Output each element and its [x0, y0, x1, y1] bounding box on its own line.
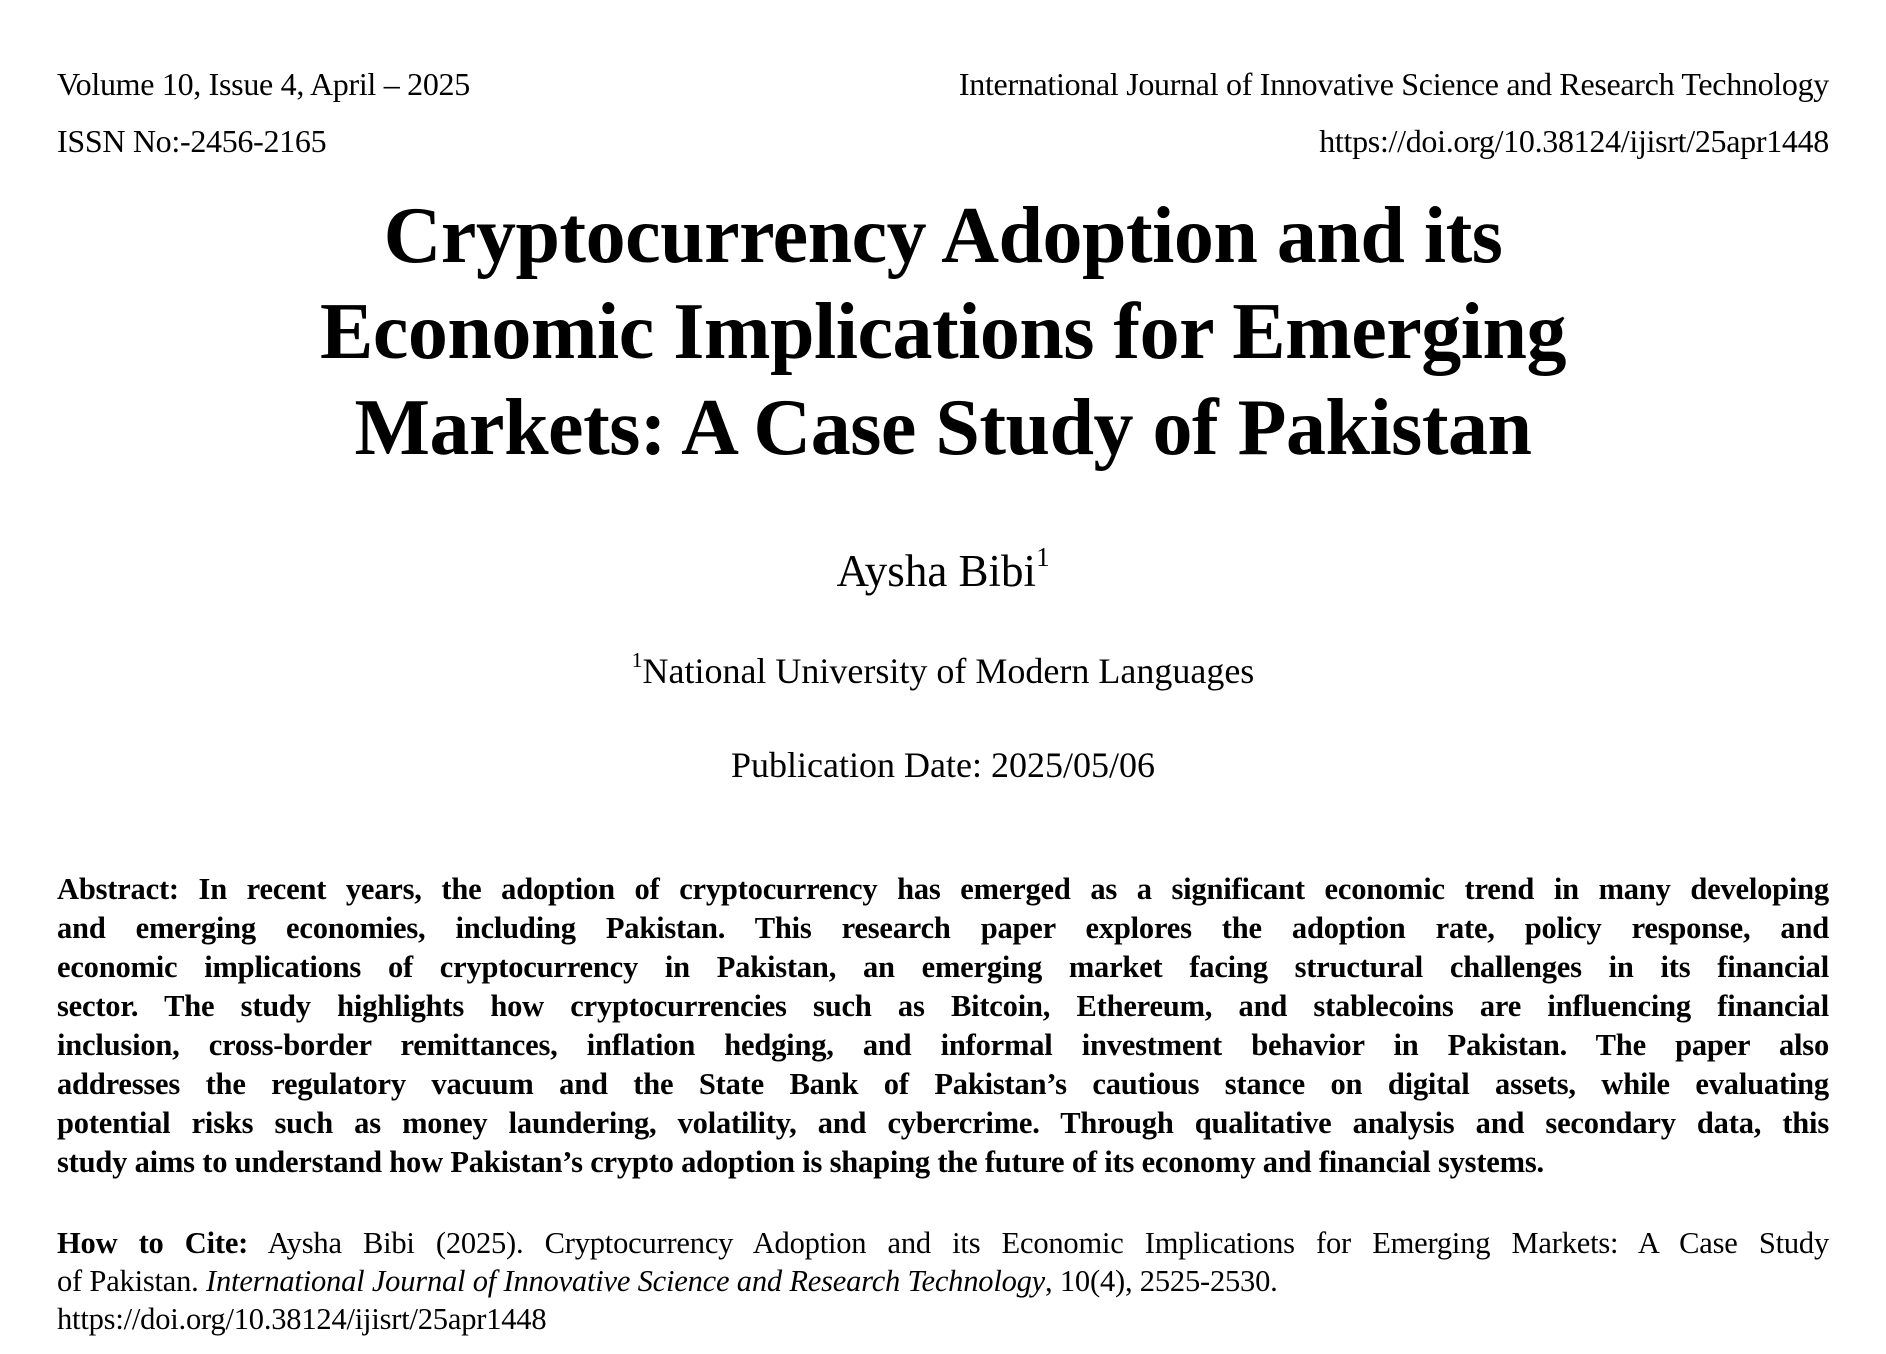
citation-prefix: of Pakistan. [57, 1264, 207, 1298]
how-to-cite [57, 1224, 1829, 1338]
citation-authors-title: Aysha Bibi (2025). Cryptocurrency Adoption and its Economic Implications for Emerging Markets: A Case Study [248, 1226, 1830, 1260]
citation-line-1 [57, 1224, 1829, 1262]
abstract-line: Abstract: In recent years, the adoption of cryptocurrency has emerged as a significant economic trend in many developing [57, 872, 1829, 906]
running-header-bottom [57, 123, 1829, 159]
citation-journal: International Journal of Innovative Science and Research Technology [206, 1264, 1046, 1298]
abstract-line: inclusion, cross-border remittances, inflation hedging, and informal investment behavior in Pakistan. The paper also [57, 1028, 1829, 1062]
citation-line-2 [57, 1262, 1829, 1300]
publication-date: Publication Date: 2025/05/06 [731, 745, 1155, 785]
abstract-line: economic implications of cryptocurrency in Pakistan, an emerging market facing structural challenges in its financial [57, 950, 1829, 984]
affiliation-marker: 1 [631, 647, 643, 672]
author-affiliation-marker: 1 [1036, 541, 1050, 572]
citation-doi-link[interactable]: https://doi.org/10.38124/ijisrt/25apr1448 [57, 1302, 547, 1336]
affiliation [0, 647, 1886, 697]
running-header-top [57, 66, 1829, 102]
abstract [57, 870, 1829, 1182]
title-line-2: Economic Implications for Emerging [320, 288, 1566, 376]
abstract-line: study aims to understand how Pakistan’s crypto adoption is shaping the future of its economy and financial systems. [57, 1145, 1544, 1179]
abstract-line: and emerging economies, including Pakistan. This research paper explores the adoption rate, policy response, and [57, 911, 1829, 945]
author [0, 541, 1886, 604]
abstract-line: potential risks such as money laundering, volatility, and cybercrime. Through qualitative analysis and secondary data, this [57, 1106, 1829, 1140]
header-doi-link[interactable]: https://doi.org/10.38124/ijisrt/25apr1448 [1319, 123, 1829, 159]
abstract-line: sector. The study highlights how cryptocurrencies such as Bitcoin, Ethereum, and stablecoins are influencing financial [57, 989, 1829, 1023]
title-line-3: Markets: A Case Study of Pakistan [354, 384, 1532, 472]
citation-volume-pages: , 10(4), 2525-2530. [1045, 1264, 1278, 1298]
journal-name: International Journal of Innovative Science and Research Technology [958, 66, 1829, 102]
author-name: Aysha Bibi [836, 546, 1037, 596]
issn: ISSN No:-2456-2165 [57, 123, 327, 159]
paper-title [0, 188, 1886, 476]
citation-label: How to Cite: [57, 1226, 249, 1260]
title-line-1: Cryptocurrency Adoption and its [383, 192, 1503, 280]
affiliation-name: National University of Modern Languages [642, 651, 1255, 691]
abstract-line: addresses the regulatory vacuum and the State Bank of Pakistan’s cautious stance on digital assets, while evaluating [57, 1067, 1829, 1101]
volume-issue: Volume 10, Issue 4, April – 2025 [57, 66, 470, 102]
